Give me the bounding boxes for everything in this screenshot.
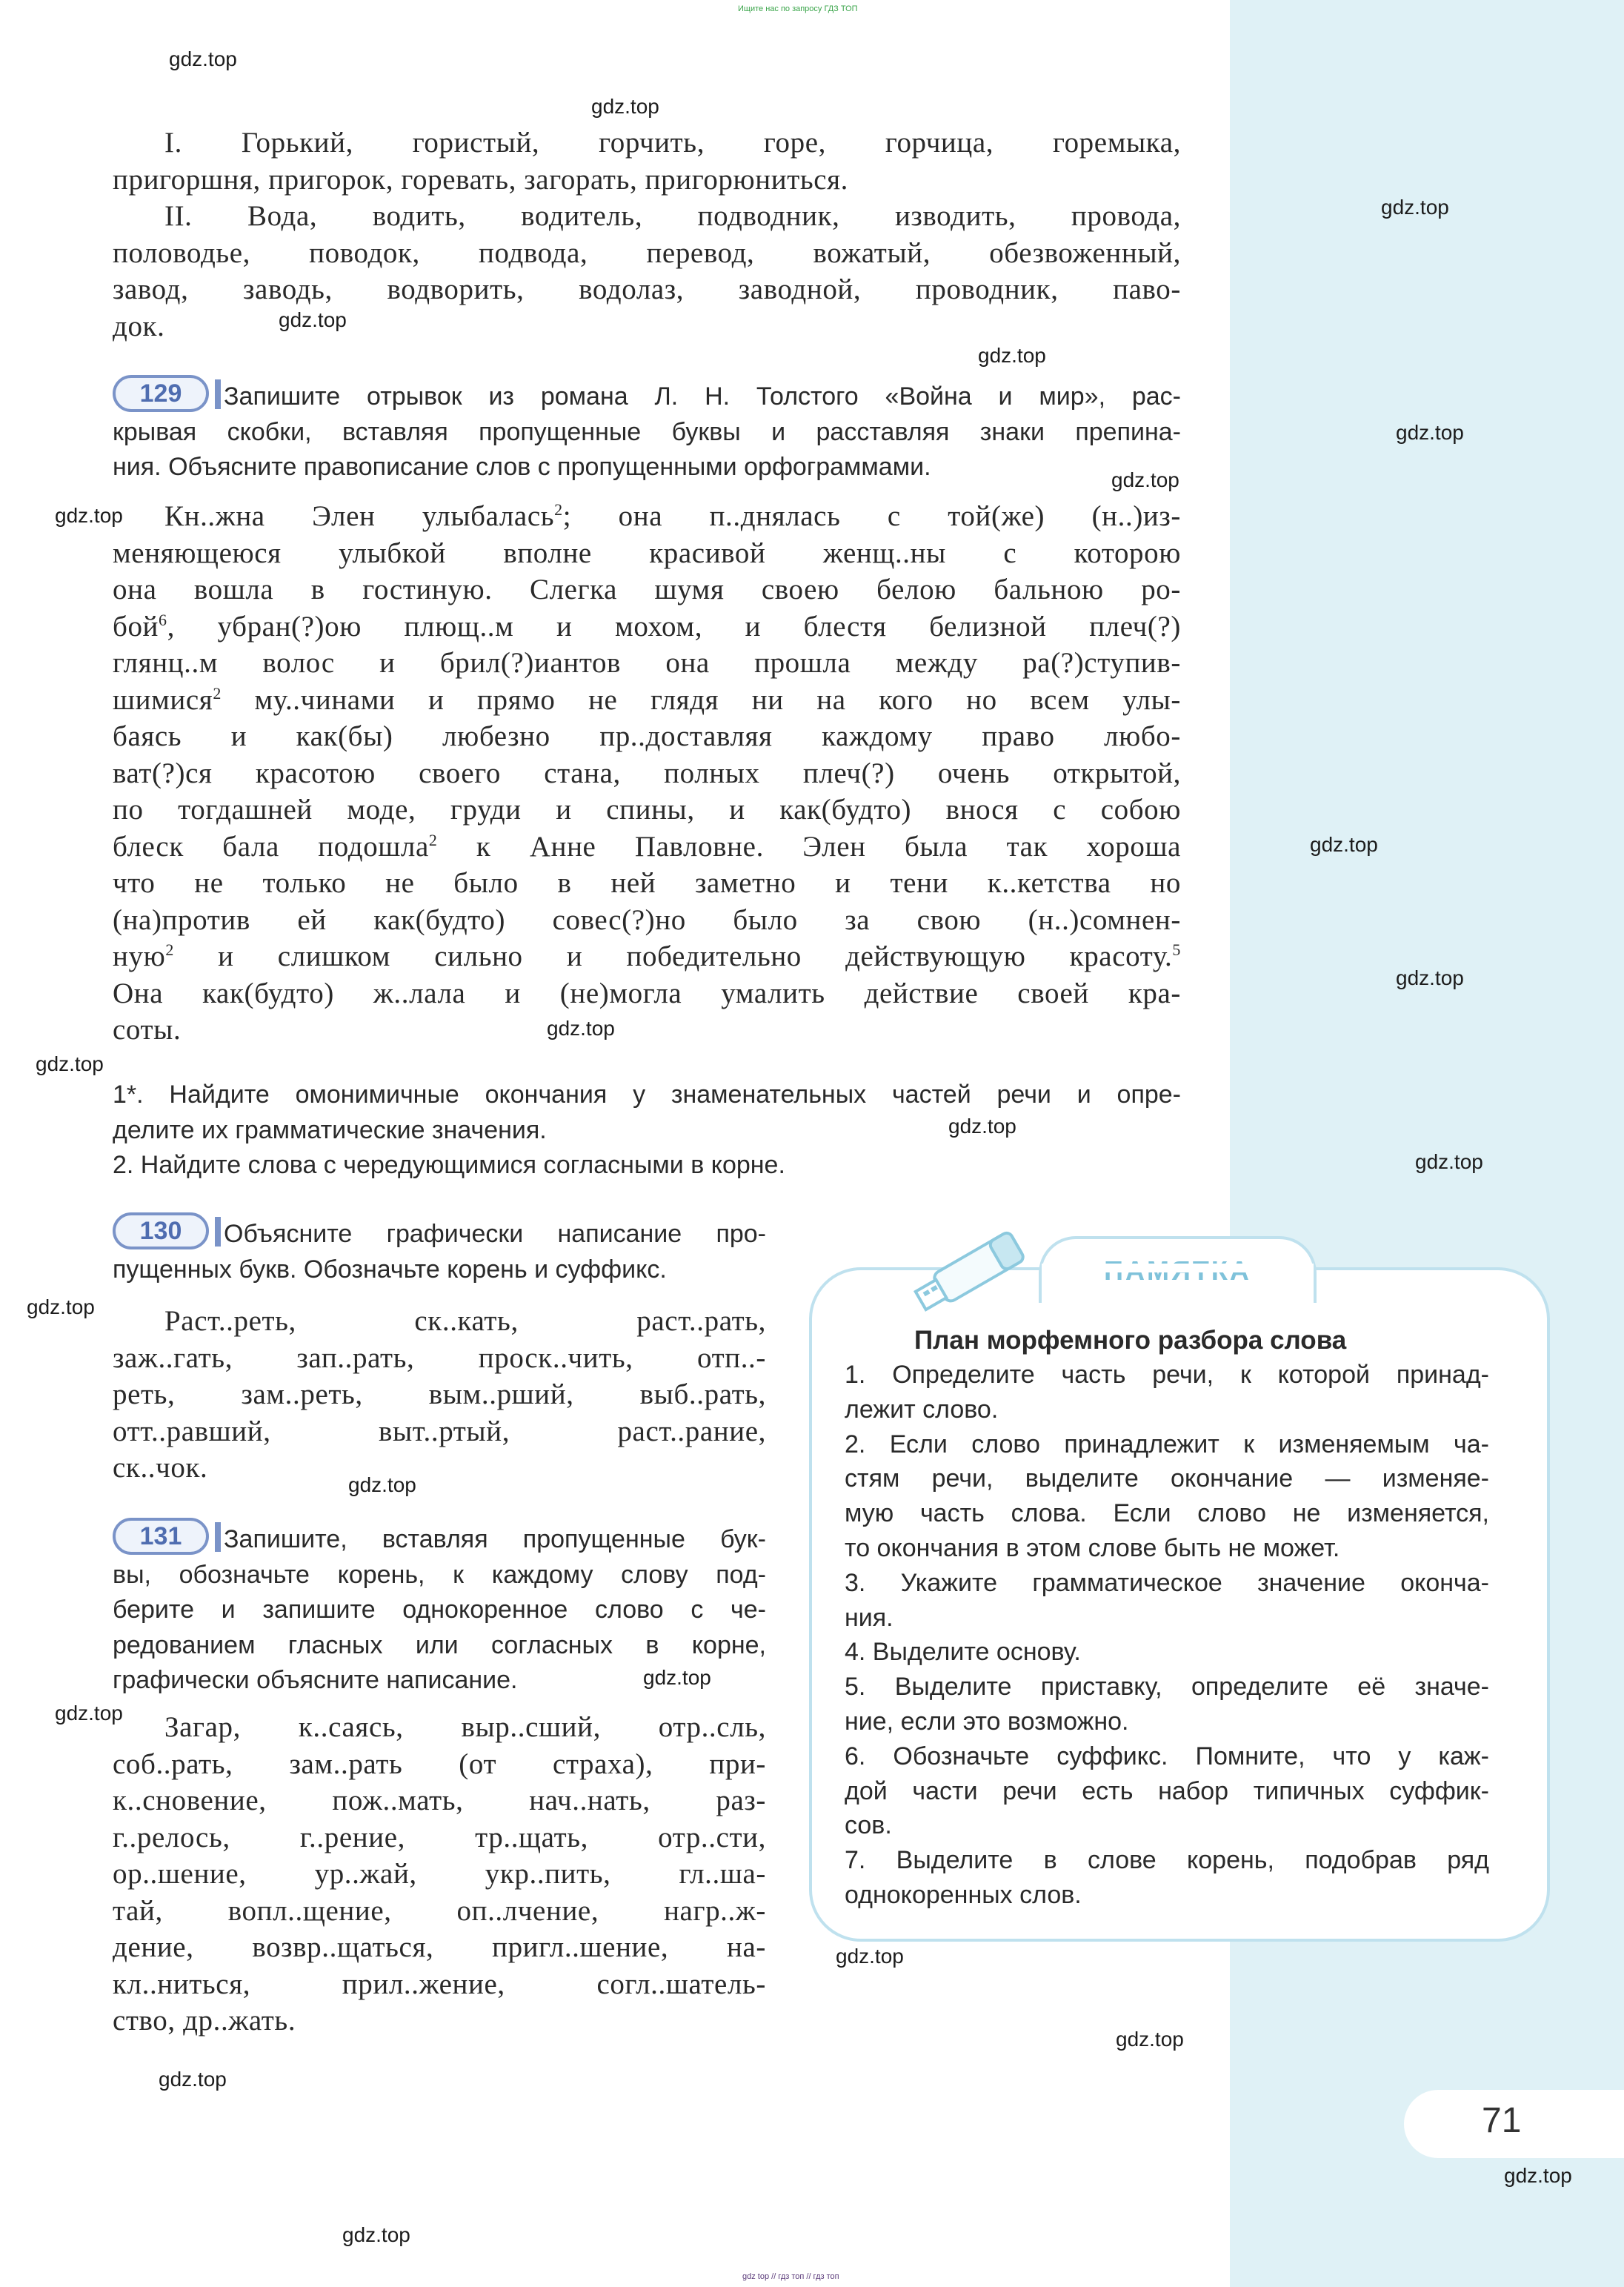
watermark: gdz.top (836, 1945, 904, 1968)
watermark: gdz.top (348, 1473, 416, 1496)
word-group-line: завод, заводь, водворить, водолаз, заводной, проводник, паво- (113, 273, 1181, 305)
text-line: блеск бала подошла$^2$ к Анне Павловне. Элен была так хороша (113, 830, 1181, 863)
watermark: gdz.top (1415, 1150, 1483, 1173)
text-line: что не только не было в ней заметно и тени к..кетства но (113, 867, 1181, 899)
text-line: Кн..жна Элен улыбалась$^2$; она п..днялась с той(же) (н..)из- (164, 500, 1181, 532)
memo-line: дой части речи есть набор типичных суффик- (845, 1776, 1489, 1805)
watermark: gdz.top (591, 95, 659, 118)
memo-line: ния. (845, 1603, 893, 1632)
task-line: редованием гласных или согласных в корне, (113, 1630, 766, 1659)
word-line: Загар, к..саясь, выр..сший, отр..сль, (164, 1711, 766, 1743)
memo-line: 7. Выделите в слове корень, подобрав ряд (845, 1846, 1489, 1875)
memo-line: 3. Укажите грамматическое значение оконча- (845, 1568, 1489, 1597)
word-group-line: док. (113, 310, 165, 342)
word-line: г..релось, г..рение, тр..щать, отр..сти, (113, 1821, 766, 1853)
task-line: Объясните графически написание про- (224, 1220, 766, 1248)
watermark: gdz.top (1396, 421, 1464, 444)
memo-line: то окончания в этом слове быть не может. (845, 1533, 1340, 1562)
task-line: пущенных букв. Обозначьте корень и суффикс. (113, 1255, 667, 1284)
watermark: gdz.top (1381, 196, 1449, 219)
task-line: вы, обозначьте корень, к каждому слову под- (113, 1560, 766, 1589)
watermark: gdz.top (643, 1666, 711, 1689)
word-group-line: пригоршня, пригорок, горевать, загорать, пригорюниться. (113, 163, 849, 196)
word-line: к..сновение, пож..мать, нач..нать, раз- (113, 1785, 766, 1816)
watermark: gdz.top (159, 2068, 227, 2091)
watermark: gdz.top (1396, 966, 1464, 989)
memo-line: 6. Обозначьте суффикс. Помните, что у каж- (845, 1742, 1489, 1770)
exercise-number-badge: 129 (113, 375, 209, 412)
word-line: ск..чок. (113, 1452, 208, 1484)
text-line: меняющеюся улыбкой вполне красивой женщ..ны с которою (113, 537, 1181, 569)
memo-line: 4. Выделите основу. (845, 1638, 1081, 1667)
word-line: заж..гать, зап..рать, проск..чить, отп..- (113, 1341, 766, 1374)
memo-content (845, 1324, 1489, 1913)
memo-line: мую часть слова. Если слово не изменяется, (845, 1499, 1489, 1528)
word-group-line: половодье, поводок, подвода, перевод, вожатый, обезвоженный, (113, 236, 1181, 269)
task-line: берите и запишите однокоренное слово с че- (113, 1596, 766, 1624)
exercise-129-questions (113, 1078, 1181, 1184)
watermark: gdz.top (169, 47, 237, 70)
word-line: тай, вопл..щение, оп..лчение, нагр..ж- (113, 1894, 766, 1927)
text-line: бой$^6$, убран(?)ою плющ..м и мохом, и блестя белизной плеч(?) (113, 610, 1181, 643)
watermark: gdz.top (27, 1295, 95, 1318)
watermark: gdz.top (978, 344, 1046, 367)
question-line: делите их грамматические значения. (113, 1115, 547, 1144)
text-line: шимися$^2$ му..чинами и прямо не глядя ни на кого но всем улы- (113, 683, 1181, 716)
exercise-number-badge: 131 (113, 1518, 209, 1555)
watermark: gdz.top (1111, 468, 1179, 491)
memo-line: 5. Выделите приставку, определите её значе- (845, 1673, 1489, 1702)
page-number: 71 (1482, 2101, 1522, 2140)
task-line: Запишите отрывок из романа Л. Н. Толстого «Война и мир», рас- (224, 382, 1181, 411)
watermark: gdz.top (36, 1052, 104, 1075)
text-line: по тогдашней моде, груди и спины, и как(будто) внося с собою (113, 794, 1181, 826)
watermark: gdz.top (948, 1115, 1016, 1138)
memo-line: стям речи, выделите окончание — изменяе- (845, 1464, 1489, 1493)
question-line: 1*. Найдите омонимичные окончания у знаменательных частей речи и опре- (113, 1081, 1181, 1109)
text-line: соты. (113, 1014, 182, 1046)
word-line: отт..равший, выт..ртый, раст..рание, (113, 1415, 766, 1447)
task-line: ния. Объясните правописание слов с пропущенными орфограммами. (113, 453, 931, 481)
task-line: Запишите, вставляя пропущенные бук- (224, 1525, 766, 1553)
word-group-line: II. Вода, водить, водитель, подводник, изводить, провода, (164, 200, 1181, 232)
word-line: реть, зам..реть, вым..рший, выб..рать, (113, 1378, 766, 1410)
memo-line: сов. (845, 1811, 892, 1840)
exercise-129-task (113, 379, 1181, 485)
exercise-131-task (113, 1522, 766, 1699)
memo-line: 1. Определите часть речи, к которой принад- (845, 1361, 1489, 1389)
watermark: gdz.top (1310, 833, 1378, 856)
exercise-number-badge: 130 (113, 1212, 209, 1249)
usb-drive-icon (905, 1219, 1039, 1323)
watermark: gdz.top (279, 308, 347, 331)
exercise-130-words (113, 1303, 766, 1487)
text-line: ват(?)ся красотою своего стана, полных плеч(?) очень открытой, (113, 757, 1181, 789)
text-line: глянц..м волос и брил(?)иантов она прошла между ра(?)ступив- (113, 647, 1181, 679)
watermark: gdz.top (342, 2223, 410, 2246)
word-line: кл..ниться, прил..жение, согл..шатель- (113, 1968, 766, 2000)
task-line: крывая скобки, вставляя пропущенные буквы и расставляя знаки препина- (113, 417, 1181, 446)
text-line: Она как(будто) ж..лала и (не)могла умалить действие своей кра- (113, 977, 1181, 1009)
side-margin-band (1230, 0, 1624, 2287)
word-line: ство, др..жать. (113, 2005, 296, 2037)
text-line: (на)против ей как(будто) совес(?)но было за свою (н..)сомнен- (113, 903, 1181, 936)
exercise-129-text (113, 498, 1181, 1049)
watermark: gdz.top (1504, 2164, 1572, 2187)
memo-line: однокоренных слов. (845, 1880, 1082, 1909)
text-line: баясь и как(бы) любезно пр..доставляя каждому право любо- (113, 720, 1181, 752)
memo-line: 2. Если слово принадлежит к изменяемым ча- (845, 1430, 1489, 1458)
memo-title: План морфемного разбора слова (914, 1326, 1347, 1355)
question-line: 2. Найдите слова с чередующимися согласными в корне. (113, 1151, 785, 1179)
word-line: ор..шение, ур..жай, укр..пить, гл..ша- (113, 1858, 766, 1890)
watermark: gdz.top (547, 1017, 615, 1040)
exercise-131-words (113, 1709, 766, 2039)
watermark: gdz.top (55, 1702, 123, 1725)
word-group-line: I. Горький, гористый, горчить, горе, горчица, горемыка, (164, 127, 1181, 159)
watermark: gdz.top (55, 504, 123, 527)
task-line: графически объясните написание. (113, 1666, 518, 1694)
bottom-note: gdz top // гдз топ // гдз топ (742, 2272, 839, 2281)
word-line: соб..рать, зам..рать (от страха), при- (113, 1747, 766, 1780)
text-line: она вошла в гостиную. Слегка шумя своею белою бальною ро- (113, 574, 1181, 605)
memo-tab-joint (1042, 1264, 1314, 1272)
top-note: Ищите нас по запросу ГДЗ ТОП (738, 4, 858, 13)
memo-line: ние, если это возможно. (845, 1707, 1129, 1736)
word-line: дение, возвр..щаться, пригл..шение, на- (113, 1931, 766, 1963)
word-line: Раст..реть, ск..кать, раст..рать, (164, 1305, 766, 1337)
memo-line: лежит слово. (845, 1395, 999, 1424)
word-groups (113, 125, 1181, 345)
text-line: ную$^2$ и слишком сильно и победительно действующую красоту.$^5$ (113, 940, 1181, 972)
exercise-130-task (113, 1217, 766, 1287)
watermark: gdz.top (1116, 2028, 1184, 2051)
